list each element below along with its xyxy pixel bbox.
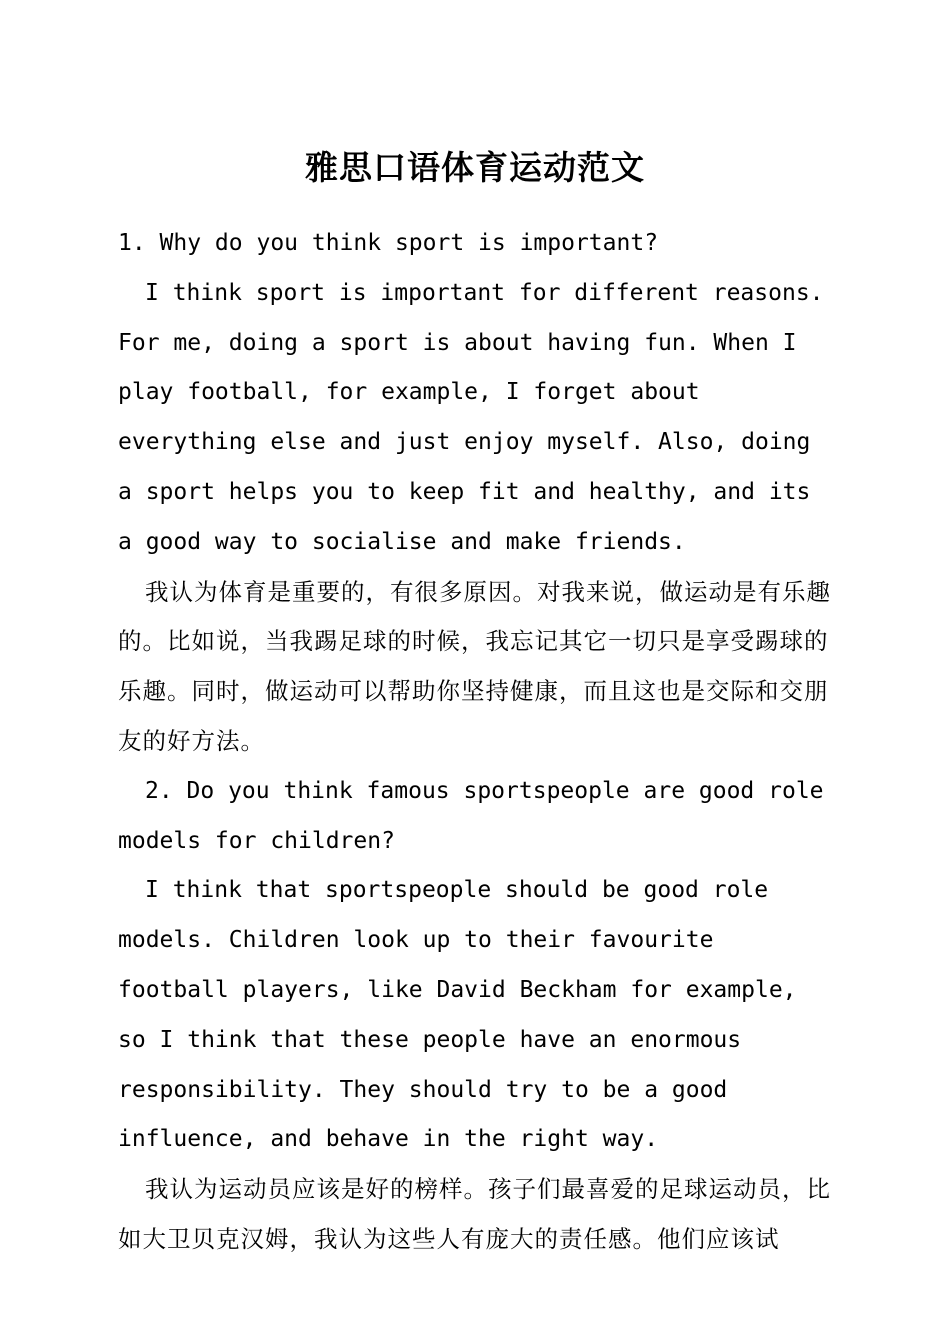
answer-2-chinese: 我认为运动员应该是好的榜样。孩子们最喜爱的足球运动员，比如大卫贝克汉姆，我认为这些人有庞大的责任感。他们应该试	[118, 1175, 831, 1253]
question-1: 1. Why do you think sport is important?	[118, 230, 659, 256]
document-body	[118, 219, 838, 1265]
answer-1-english: I think sport is important for different reasons. For me, doing a sport is about having fun. When I play football, for example, I forget about everything else and just enjoy myself. Also, doing a sport helps you to keep fit and healthy, and its a good way to socialise and make friends.	[118, 279, 838, 555]
question-2: 2. Do you think famous sportspeople are good role models for children?	[118, 777, 838, 854]
document-title: 雅思口语体育运动范文	[305, 148, 645, 187]
answer-1-chinese: 我认为体育是重要的，有很多原因。对我来说，做运动是有乐趣的。比如说，当我踢足球的时候，我忘记其它一切只是享受踢球的乐趣。同时，做运动可以帮助你坚持健康，而且这也是交际和交朋友的好方法。	[118, 577, 831, 755]
answer-2-english: I think that sportspeople should be good role models. Children look up to their favourite football players, like David Beckham for example, so I think that these people have an enormous responsibility. They should try to be a good influence, and behave in the right way.	[118, 877, 811, 1153]
